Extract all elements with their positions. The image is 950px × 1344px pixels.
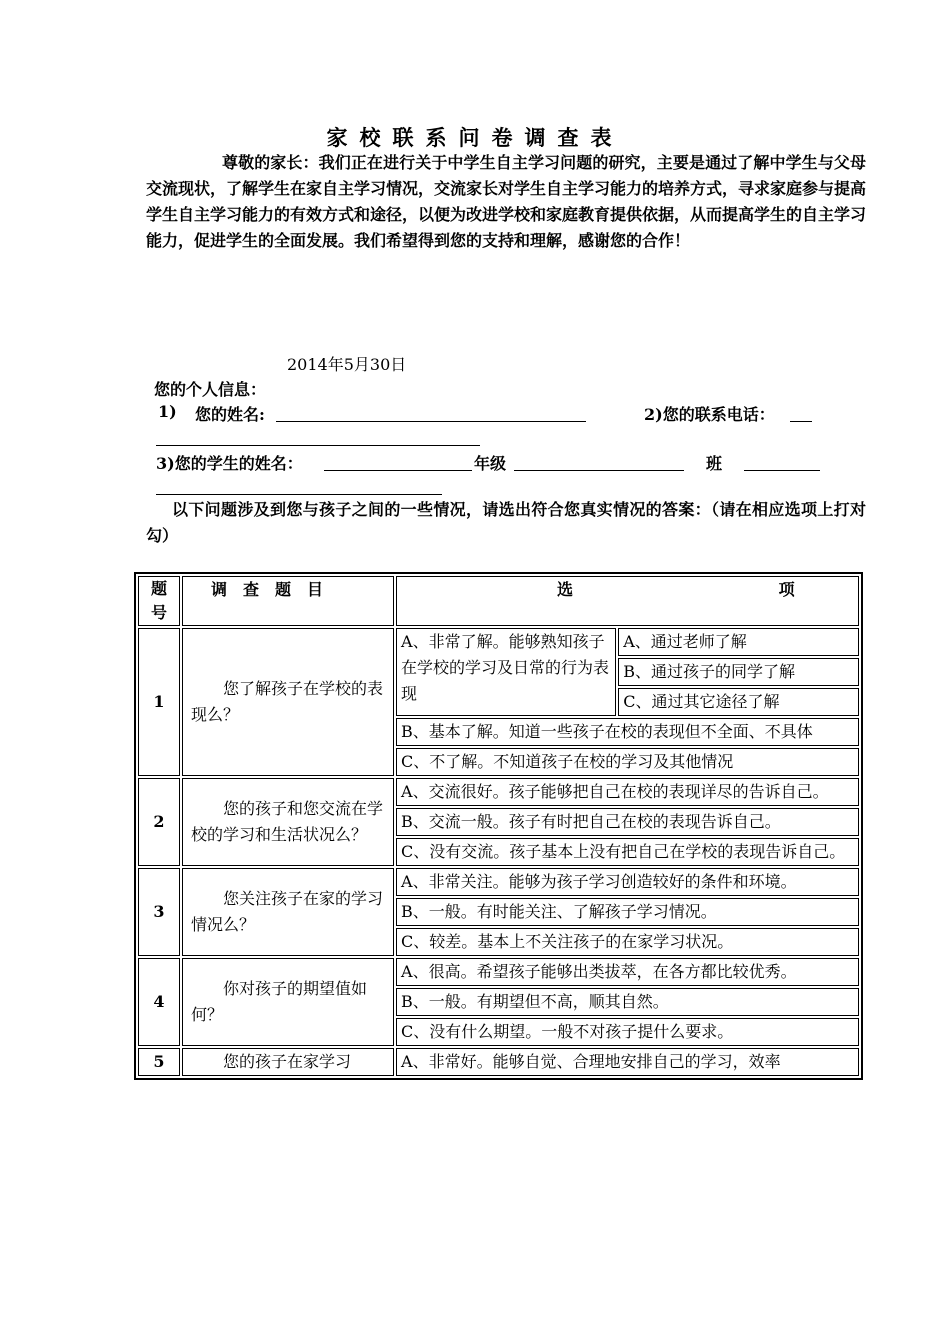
- question-number: 2: [138, 778, 180, 866]
- option-3b[interactable]: B、一般。有时能关注、了解孩子学习情况。: [396, 898, 859, 926]
- survey-date: 2014年5月30日: [287, 355, 407, 374]
- table-row: [138, 628, 859, 656]
- option-1b[interactable]: B、基本了解。知道一些孩子在校的表现但不全面、不具体: [396, 718, 859, 746]
- page-title: 家校联系问卷调查表: [326, 125, 624, 150]
- question-text: 您了解孩子在学校的表现么？: [182, 628, 394, 776]
- phone-label: 2)您的联系电话：: [644, 405, 775, 424]
- option-4a[interactable]: A、很高。希望孩子能够出类拔萃，在各方都比较优秀。: [396, 958, 859, 986]
- sub-option-1a-a[interactable]: A、通过老师了解: [618, 628, 859, 656]
- option-3a[interactable]: A、非常关注。能够为孩子学习创造较好的条件和环境。: [396, 868, 859, 896]
- option-4b[interactable]: B、一般。有期望但不高，顺其自然。: [396, 988, 859, 1016]
- option-5a[interactable]: A、非常好。能够自觉、合理地安排自己的学习，效率: [396, 1048, 859, 1076]
- parent-name-field[interactable]: [276, 420, 586, 422]
- table-row: [138, 778, 859, 806]
- grade-field[interactable]: [514, 469, 684, 471]
- class-label: 班: [706, 454, 723, 473]
- question-number: 1: [138, 628, 180, 776]
- header-question: 调 查 题 目: [182, 576, 394, 626]
- student-name-field[interactable]: [324, 469, 472, 471]
- question-text: 您的孩子在家学习: [182, 1048, 394, 1076]
- intro-paragraph: 尊敬的家长：我们正在进行关于中学生自主学习问题的研究，主要是通过了解中学生与父母交流现状，了解学生在家自主学习情况，交流家长对学生自主学习能力的培养方式，寻求家庭参与提高学生自主学习能力的有效方式和途径，以便为改进学校和家庭教育提供依据，从而提高学生的自主学习能力，促进学生的全面发展。我们希望得到您的支持和理解，感谢您的合作！: [146, 153, 867, 250]
- option-4c[interactable]: C、没有什么期望。一般不对孩子提什么要求。: [396, 1018, 859, 1046]
- class-field[interactable]: [744, 469, 820, 471]
- header-num: 题号: [138, 576, 180, 626]
- sub-option-1a-b[interactable]: B、通过孩子的同学了解: [618, 658, 859, 686]
- option-1c[interactable]: C、不了解。不知道孩子在校的学习及其他情况: [396, 748, 859, 776]
- header-options: 选 项: [396, 576, 859, 626]
- personal-info-heading: 您的个人信息：: [154, 380, 267, 399]
- table-row: [138, 1048, 859, 1076]
- phone-field[interactable]: [790, 420, 812, 422]
- option-3c[interactable]: C、较差。基本上不关注孩子的在家学习状况。: [396, 928, 859, 956]
- q1-number: 1): [158, 402, 177, 421]
- phone-field-continued[interactable]: [156, 444, 480, 446]
- class-field-continued[interactable]: [156, 493, 442, 495]
- table-header-row: [138, 576, 859, 626]
- option-1a[interactable]: A、非常了解。能够熟知孩子在学校的学习及日常的行为表现: [396, 628, 616, 716]
- survey-table: [134, 572, 863, 1080]
- option-2c[interactable]: C、没有交流。孩子基本上没有把自己在学校的表现告诉自己。: [396, 838, 859, 866]
- question-text: 您的孩子和您交流在学校的学习和生活状况么？: [182, 778, 394, 866]
- question-number: 3: [138, 868, 180, 956]
- table-row: [138, 868, 859, 896]
- question-text: 您关注孩子在家的学习情况么？: [182, 868, 394, 956]
- student-name-label: 3)您的学生的姓名：: [156, 454, 303, 473]
- option-2b[interactable]: B、交流一般。孩子有时把自己在校的表现告诉自己。: [396, 808, 859, 836]
- sub-option-1a-c[interactable]: C、通过其它途径了解: [618, 688, 859, 716]
- question-number: 4: [138, 958, 180, 1046]
- option-2a[interactable]: A、交流很好。孩子能够把自己在校的表现详尽的告诉自己。: [396, 778, 859, 806]
- grade-label: 年级: [474, 454, 507, 473]
- question-text: 你对孩子的期望值如何？: [182, 958, 394, 1046]
- table-row: [138, 958, 859, 986]
- question-number: 5: [138, 1048, 180, 1076]
- instruction-text: 以下问题涉及到您与孩子之间的一些情况，请选出符合您真实情况的答案：（请在相应选项上打对勾）: [146, 500, 866, 545]
- parent-name-label: 您的姓名:: [195, 405, 265, 424]
